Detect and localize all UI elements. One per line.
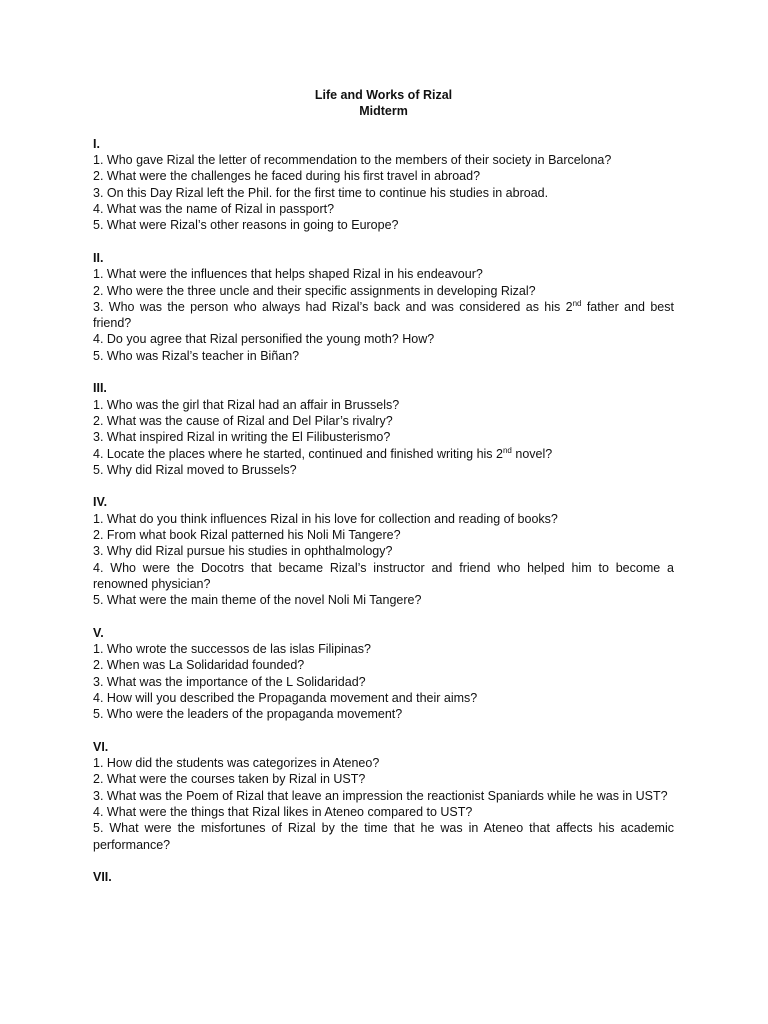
- question-item: [93, 217, 674, 233]
- title-spacer: [93, 120, 674, 136]
- question-section: [93, 250, 674, 364]
- question-text: 4. Locate the places where he started, continued and finished writing his 2: [93, 446, 503, 461]
- question-text: 3. What was the Poem of Rizal that leave an impression the reactionist Spaniards while he was in UST?: [93, 788, 668, 803]
- document-subtitle: Midterm: [359, 104, 408, 119]
- question-text: 4. What were the things that Rizal likes in Ateneo compared to UST?: [93, 805, 473, 820]
- question-text: 5. What were the misfortunes of Rizal by the time that he was in Ateneo that affects his academic performance?: [93, 821, 674, 852]
- question-section: [93, 494, 674, 608]
- question-section: [93, 380, 674, 478]
- question-item: [93, 348, 674, 364]
- question-section: [93, 869, 674, 885]
- question-text: 1. Who was the girl that Rizal had an affair in Brussels?: [93, 397, 400, 412]
- section-heading: IV.: [93, 495, 108, 510]
- question-item: [93, 657, 674, 673]
- question-text: 3. What inspired Rizal in writing the El Filibusterismo?: [93, 430, 391, 445]
- question-item: [93, 299, 674, 332]
- question-text: 3. On this Day Rizal left the Phil. for the first time to continue his studies in abroad.: [93, 185, 549, 200]
- question-text: 1. How did the students was categorizes in Ateneo?: [93, 756, 380, 771]
- question-item: [93, 804, 674, 820]
- question-sections: [93, 136, 674, 886]
- question-text: 3. Who was the person who always had Rizal’s back and was considered as his 2: [93, 299, 573, 314]
- question-text: 5. What were Rizal’s other reasons in going to Europe?: [93, 218, 399, 233]
- question-item: [93, 397, 674, 413]
- question-item: [93, 755, 674, 771]
- question-item: [93, 413, 674, 429]
- question-item: [93, 543, 674, 559]
- section-heading: I.: [93, 136, 100, 151]
- question-text: 4. How will you described the Propaganda movement and their aims?: [93, 690, 478, 705]
- question-item: [93, 429, 674, 445]
- question-item: [93, 511, 674, 527]
- question-text: 5. Who were the leaders of the propaganda movement?: [93, 707, 403, 722]
- question-section: [93, 625, 674, 723]
- question-text: 1. Who gave Rizal the letter of recommendation to the members of their society in Barcelona?: [93, 153, 612, 168]
- question-item: [93, 641, 674, 657]
- question-text: novel?: [511, 446, 553, 461]
- question-text: 2. From what book Rizal patterned his Noli Mi Tangere?: [93, 528, 401, 543]
- question-text: 2. What were the courses taken by Rizal in UST?: [93, 772, 366, 787]
- question-text: 2. Who were the three uncle and their specific assignments in developing Rizal?: [93, 283, 536, 298]
- document-body: [93, 87, 674, 902]
- question-item: [93, 201, 674, 217]
- question-text: 2. What was the cause of Rizal and Del Pilar’s rivalry?: [93, 413, 393, 428]
- document-title: Life and Works of Rizal: [314, 88, 453, 102]
- question-item: [93, 560, 674, 593]
- question-item: [93, 820, 674, 853]
- question-item: [93, 706, 674, 722]
- question-text: 1. What were the influences that helps shaped Rizal in his endeavour?: [93, 267, 483, 282]
- question-item: [93, 168, 674, 184]
- question-text: 2. What were the challenges he faced during his first travel in abroad?: [93, 169, 481, 184]
- section-heading: II.: [93, 250, 104, 265]
- question-item: [93, 185, 674, 201]
- question-text: 3. What was the importance of the L Solidaridad?: [93, 674, 366, 689]
- section-heading: V.: [93, 625, 104, 640]
- ordinal-suffix: nd: [572, 298, 582, 308]
- question-item: [93, 283, 674, 299]
- section-heading: III.: [93, 381, 107, 396]
- question-item: [93, 266, 674, 282]
- question-text: father and best friend?: [93, 299, 674, 331]
- question-item: [93, 331, 674, 347]
- question-text: 2. When was La Solidaridad founded?: [93, 658, 305, 673]
- question-text: 5. What were the main theme of the novel Noli Mi Tangere?: [93, 593, 422, 608]
- question-item: [93, 446, 674, 462]
- section-heading: VI.: [93, 739, 109, 754]
- question-section: [93, 136, 674, 234]
- question-section: [93, 739, 674, 853]
- question-item: [93, 674, 674, 690]
- question-item: [93, 462, 674, 478]
- section-heading: VII.: [93, 870, 112, 885]
- question-text: 4. Who were the Docotrs that became Rizal’s instructor and friend who helped him to become a renowned physician?: [93, 560, 674, 591]
- question-item: [93, 771, 674, 787]
- question-item: [93, 527, 674, 543]
- question-text: 4. What was the name of Rizal in passport?: [93, 202, 335, 217]
- question-item: [93, 690, 674, 706]
- question-text: 5. Why did Rizal moved to Brussels?: [93, 462, 297, 477]
- question-item: [93, 592, 674, 608]
- question-text: 1. What do you think influences Rizal in his love for collection and reading of books?: [93, 511, 558, 526]
- ordinal-suffix: nd: [502, 445, 512, 455]
- question-item: [93, 788, 674, 804]
- question-text: 1. Who wrote the successos de las islas Filipinas?: [93, 642, 371, 657]
- question-text: 5. Who was Rizal’s teacher in Biñan?: [93, 348, 300, 363]
- question-text: 3. Why did Rizal pursue his studies in ophthalmology?: [93, 544, 393, 559]
- question-text: 4. Do you agree that Rizal personified the young moth? How?: [93, 332, 435, 347]
- question-item: [93, 152, 674, 168]
